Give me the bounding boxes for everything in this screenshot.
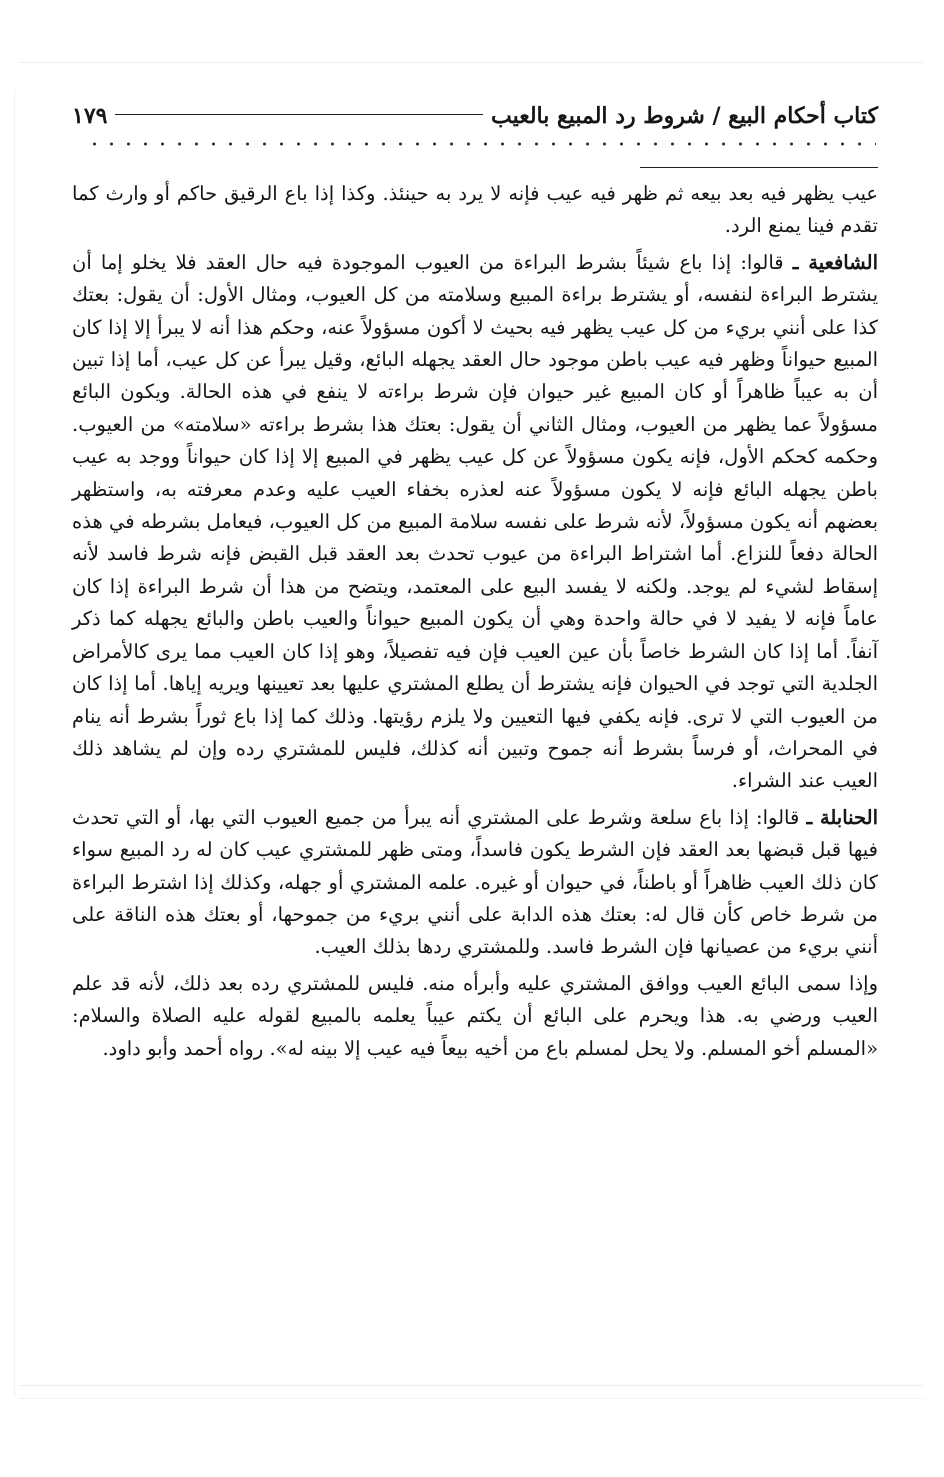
page-number: ١٧٩	[72, 103, 108, 129]
paragraph-shafii	[72, 247, 878, 798]
footnote-rule	[640, 167, 878, 168]
paragraph-text: قالوا: إذا باع شيئاً بشرط البراءة من العيوب الموجودة فيه حال العقد فلا يخلو إما أن يشترط البراءة لنفسه، أو يشترط براءة المبيع وسلامته من كل العيوب، ومثال الأول: أن يقول: بعتك كذا على أنني بريء من كل عيب يظهر فيه بحيث لا أكون مسؤولاً عنه، وحكم هذا أنه لا يبرأ إلا إذا كان المبيع حيواناً وظهر فيه عيب باطن موجود حال العقد يجهله البائع، وقيل يبرأ عن كل عيب، أما إذا تبين أن به عيباً ظاهراً أو كان المبيع غير حيوان فإن شرط براءته لا ينفع في هذه الحالة. ويكون البائع مسؤولاً عما يظهر من العيوب، ومثال الثاني أن يقول: بعتك هذا بشرط براءته «سلامته» من العيوب. وحكمه كحكم الأول، فإنه يكون مسؤولاً عن كل عيب يظهر في المبيع إلا إذا كان حيواناً ووجد به عيب باطن يجهله البائع فإنه لا يكون مسؤولاً عنه لعذره بخفاء العيب عليه وعدم معرفته به، واستظهر بعضهم أنه يكون مسؤولاً، لأنه شرط على نفسه سلامة المبيع من كل العيوب، فيعامل بشرطه في هذه الحالة دفعاً للنزاع. أما اشتراط البراءة من عيوب تحدث بعد العقد قبل القبض فإنه شرط فاسد لأنه إسقاط لشيء لم يوجد. ولكنه لا يفسد البيع على المعتمد، ويتضح من هذا أن شرط البراءة إذا كان عاماً فإنه لا يفيد لا في حالة واحدة وهي أن يكون المبيع حيواناً والعيب باطن والبائع يجهله كما ذكر آنفاً. أما إذا كان الشرط خاصاً بأن عين العيب فإن فيه تفصيلاً، وهو إذا كان العيب مما يرى كالأمراض الجلدية التي توجد في الحيوان فإنه يشترط أن يطلع المشتري عليها بعد تعيينها ويريه إياها. أما إذا كان من العيوب التي لا ترى. فإنه يكفي فيها التعيين ولا يلزم رؤيتها. وذلك كما إذا باع ثوراً بشرط أنه ينام في المحراث، أو فرساً بشرط أنه جموح وتبين أنه كذلك، فليس للمشتري رده وإن لم يشاهد ذلك العيب عند الشراء.	[72, 250, 878, 793]
paragraph-closing	[72, 968, 878, 1065]
dotted-separator	[86, 142, 876, 146]
paragraph-text: قالوا: إذا باع سلعة وشرط على المشتري أنه يبرأ من جميع العيوب التي بها، أو التي تحدث فيها قبل قبضها بعد العقد فإن الشرط يكون فاسداً، ومتى ظهر للمشتري عيب كان له رد المبيع سواء كان ذلك العيب ظاهراً أو باطناً، في حيوان أو غيره. علمه المشتري أو جهله، وكذلك إذا اشترط البراءة من شرط خاص كأن قال له: بعتك هذه الدابة على أنني بريء من جموحها، أو بعتك هذه الناقة على أنني بريء من عصيانها فإن الشرط فاسد. وللمشتري ردها بذلك العيب.	[72, 805, 878, 959]
paragraph-continuation	[72, 178, 878, 243]
scan-noise-left	[14, 90, 21, 1397]
scan-noise-bottom	[20, 1385, 924, 1399]
paragraph-text: وإذا سمى البائع العيب ووافق المشتري عليه وأبرأه منه. فليس للمشتري رده بعد ذلك، لأنه قد علم العيب ورضي به. هذا ويحرم على البائع أن يكتم عيباً يعلمه بالمبيع لقوله عليه الصلاة والسلام: «المسلم أخو المسلم. ولا يحل لمسلم باع من أخيه بيعاً فيه عيب إلا بينه له». رواه أحمد وأبو داود.	[72, 971, 878, 1060]
body-text	[72, 178, 878, 1065]
paragraph-lead: الشافعية ـ	[792, 250, 878, 274]
scan-noise-top	[20, 62, 924, 73]
running-header	[72, 96, 878, 136]
header-rule	[115, 114, 483, 115]
header-title: كتاب أحكام البيع / شروط رد المبيع بالعيب	[490, 103, 878, 129]
paragraph-text: عيب يظهر فيه بعد بيعه ثم ظهر فيه عيب فإنه لا يرد به حينئذ. وكذا إذا باع الرقيق حاكم أو وارث كما تقدم فينا يمنع الرد.	[72, 182, 878, 238]
paragraph-lead: الحنابلة ـ	[806, 805, 878, 829]
paragraph-hanbali	[72, 802, 878, 964]
